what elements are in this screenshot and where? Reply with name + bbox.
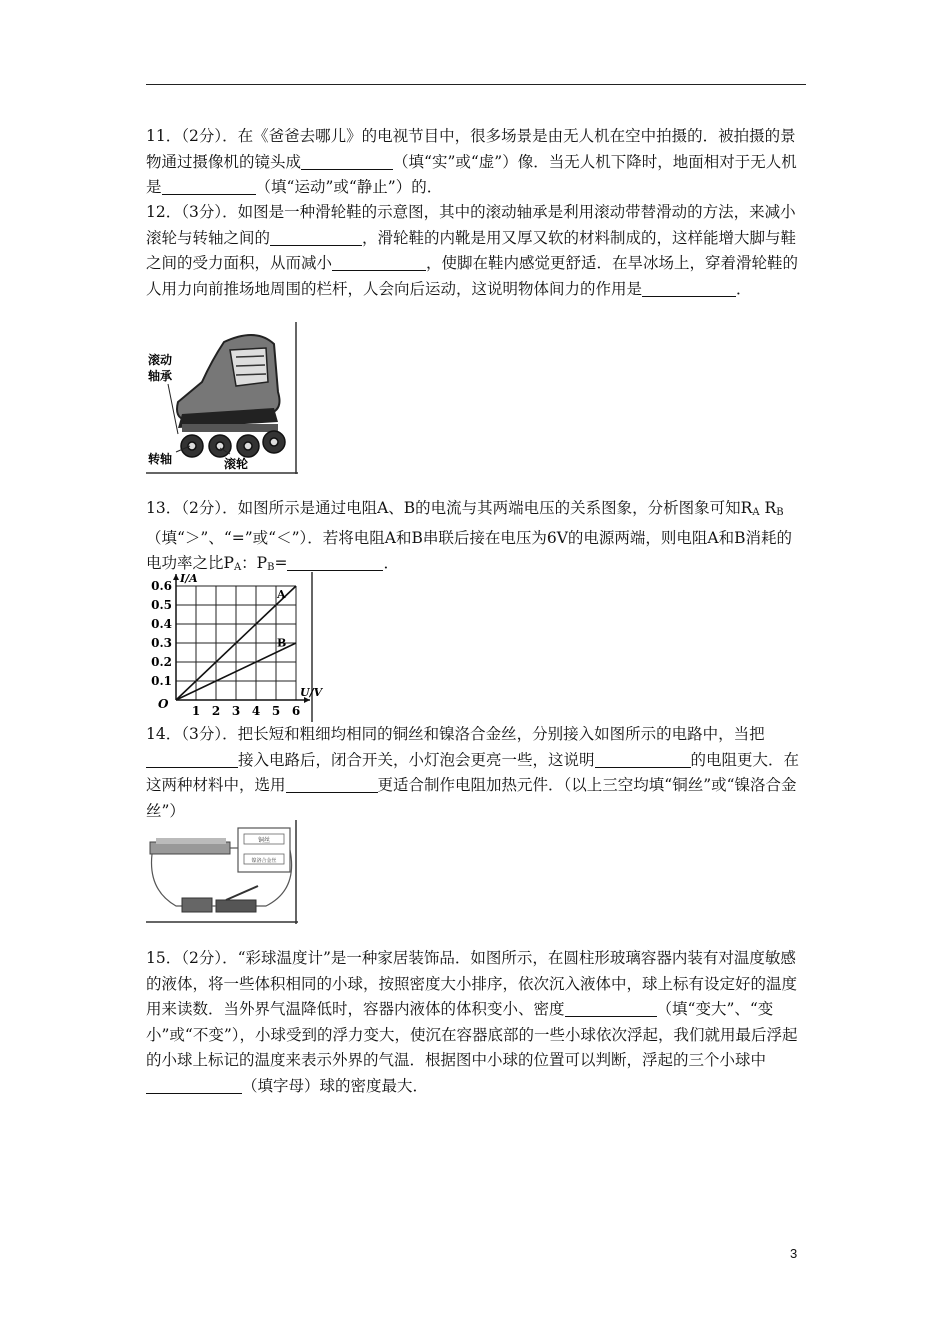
question-13: 13．（2分）．如图所示是通过电阻A、B的电流与其两端电压的关系图象，分析图象可知$R_A$ $R_B$（填“＞”、“=”或“＜”）．若将电阻A和B串联后接在电压为6V的电源两端，则电阻A和B消耗的电功率之比$P_A$：$P_B=$ ． bbox=[146, 499, 793, 573]
y-tick-label: 0.6 bbox=[151, 579, 172, 593]
bearing-label: 滚动 bbox=[148, 353, 173, 367]
x-tick-label: 2 bbox=[211, 704, 221, 718]
chart-ticks bbox=[151, 572, 324, 718]
y-axis-arrow bbox=[173, 574, 179, 580]
origin-label: O bbox=[158, 697, 169, 711]
answer-blank[interactable] bbox=[146, 1076, 242, 1094]
bulb-icon bbox=[182, 898, 212, 912]
wire2-label: 镍洛合金丝 bbox=[251, 858, 277, 864]
x-tick-label: 5 bbox=[271, 704, 281, 718]
series-label-B: B bbox=[277, 636, 287, 650]
y-tick-label: 0.1 bbox=[151, 674, 172, 688]
page-number: 3 bbox=[790, 1246, 798, 1261]
x-tick-label: 4 bbox=[251, 704, 261, 718]
y-tick-label: 0.2 bbox=[151, 655, 172, 669]
y-axis-label: I/A bbox=[180, 572, 198, 585]
wheel-icon bbox=[181, 431, 285, 457]
switch-icon bbox=[216, 886, 258, 912]
question-14: 14．（3分）．把长短和粗细均相同的铜丝和镍洛合金丝，分别接入如图所示的电路中，当把接入电路后，闭合开关，小灯泡会更亮一些，这说明 的电阻更大．在这两种材料中，选用 更适合制作电阻加热元件．（以上三空均填“铜丝”或“镍洛合金丝”） bbox=[146, 725, 800, 820]
x-tick-label: 6 bbox=[291, 704, 301, 718]
answer-blank[interactable] bbox=[146, 750, 238, 768]
board-icon bbox=[238, 828, 290, 872]
iu-chart bbox=[146, 572, 323, 722]
answer-blank[interactable] bbox=[595, 750, 691, 768]
skate-boot-icon bbox=[177, 335, 280, 432]
wire1-label: 铜丝 bbox=[257, 837, 271, 844]
answer-blank[interactable] bbox=[270, 228, 362, 246]
wheel-label: 滚轮 bbox=[224, 457, 249, 471]
answer-blank[interactable] bbox=[162, 177, 256, 195]
y-tick-label: 0.5 bbox=[151, 598, 172, 612]
y-tick-label: 0.4 bbox=[151, 617, 172, 631]
answer-blank[interactable] bbox=[287, 553, 383, 571]
answer-blank[interactable] bbox=[565, 999, 657, 1017]
axle-label: 转轴 bbox=[148, 452, 173, 466]
question-11: 11．（2分）．在《爸爸去哪儿》的电视节目中，很多场景是由无人机在空中拍摄的．被拍摄的景物通过摄像机的镜头成 （填“实”或“虚”）像．当无人机下降时，地面相对于无人机是 （填“运动”或“静止”）的． bbox=[146, 127, 797, 196]
x-tick-label: 1 bbox=[191, 704, 201, 718]
bearing-label-2: 轴承 bbox=[148, 369, 173, 383]
series-label-A: A bbox=[277, 588, 286, 602]
question-12: 12．（3分）．如图是一种滑轮鞋的示意图，其中的滚动轴承是利用滚动带替滑动的方法，来减小滚轮与转轴之间的 ，滑轮鞋的内靴是用又厚又软的材料制成的，这样能增大脚与鞋之间的受力面积，从而减小 ，使脚在鞋内感觉更舒适．在旱冰场上，穿着滑轮鞋的人用力向前推场地周围的栏杆，人会向后运动，这说明物体间力的作用是 ． bbox=[146, 203, 799, 298]
y-tick-label: 0.3 bbox=[151, 636, 172, 650]
x-axis-label: U/V bbox=[300, 686, 323, 699]
answer-blank[interactable] bbox=[332, 253, 426, 271]
circuit-figure bbox=[146, 820, 298, 924]
x-tick-label: 3 bbox=[231, 704, 241, 718]
question-15: 15．（2分）．“彩球温度计”是一种家居装饰品．如图所示，在圆柱形玻璃容器内装有对温度敏感的液体，将一些体积相同的小球，按照密度大小排序，依次沉入液体中，球上标有设定好的温度用来读数．当外界气温降低时，容器内液体的体积变小、密度 （填“变大”、“变小”或“不变”），小球受到的浮力变大，使沉在容器底部的一些小球依次浮起，我们就用最后浮起的小球上标记的温度来表示外界的气温．根据图中小球的位置可以判断，浮起的三个小球中（填字母）球的密度最大． bbox=[146, 949, 798, 1095]
answer-blank[interactable] bbox=[286, 775, 378, 793]
answer-blank[interactable] bbox=[301, 152, 393, 170]
header-rule bbox=[146, 84, 806, 85]
answer-blank[interactable] bbox=[642, 279, 736, 297]
roller-skate-figure bbox=[146, 322, 298, 474]
battery-icon bbox=[150, 838, 230, 854]
